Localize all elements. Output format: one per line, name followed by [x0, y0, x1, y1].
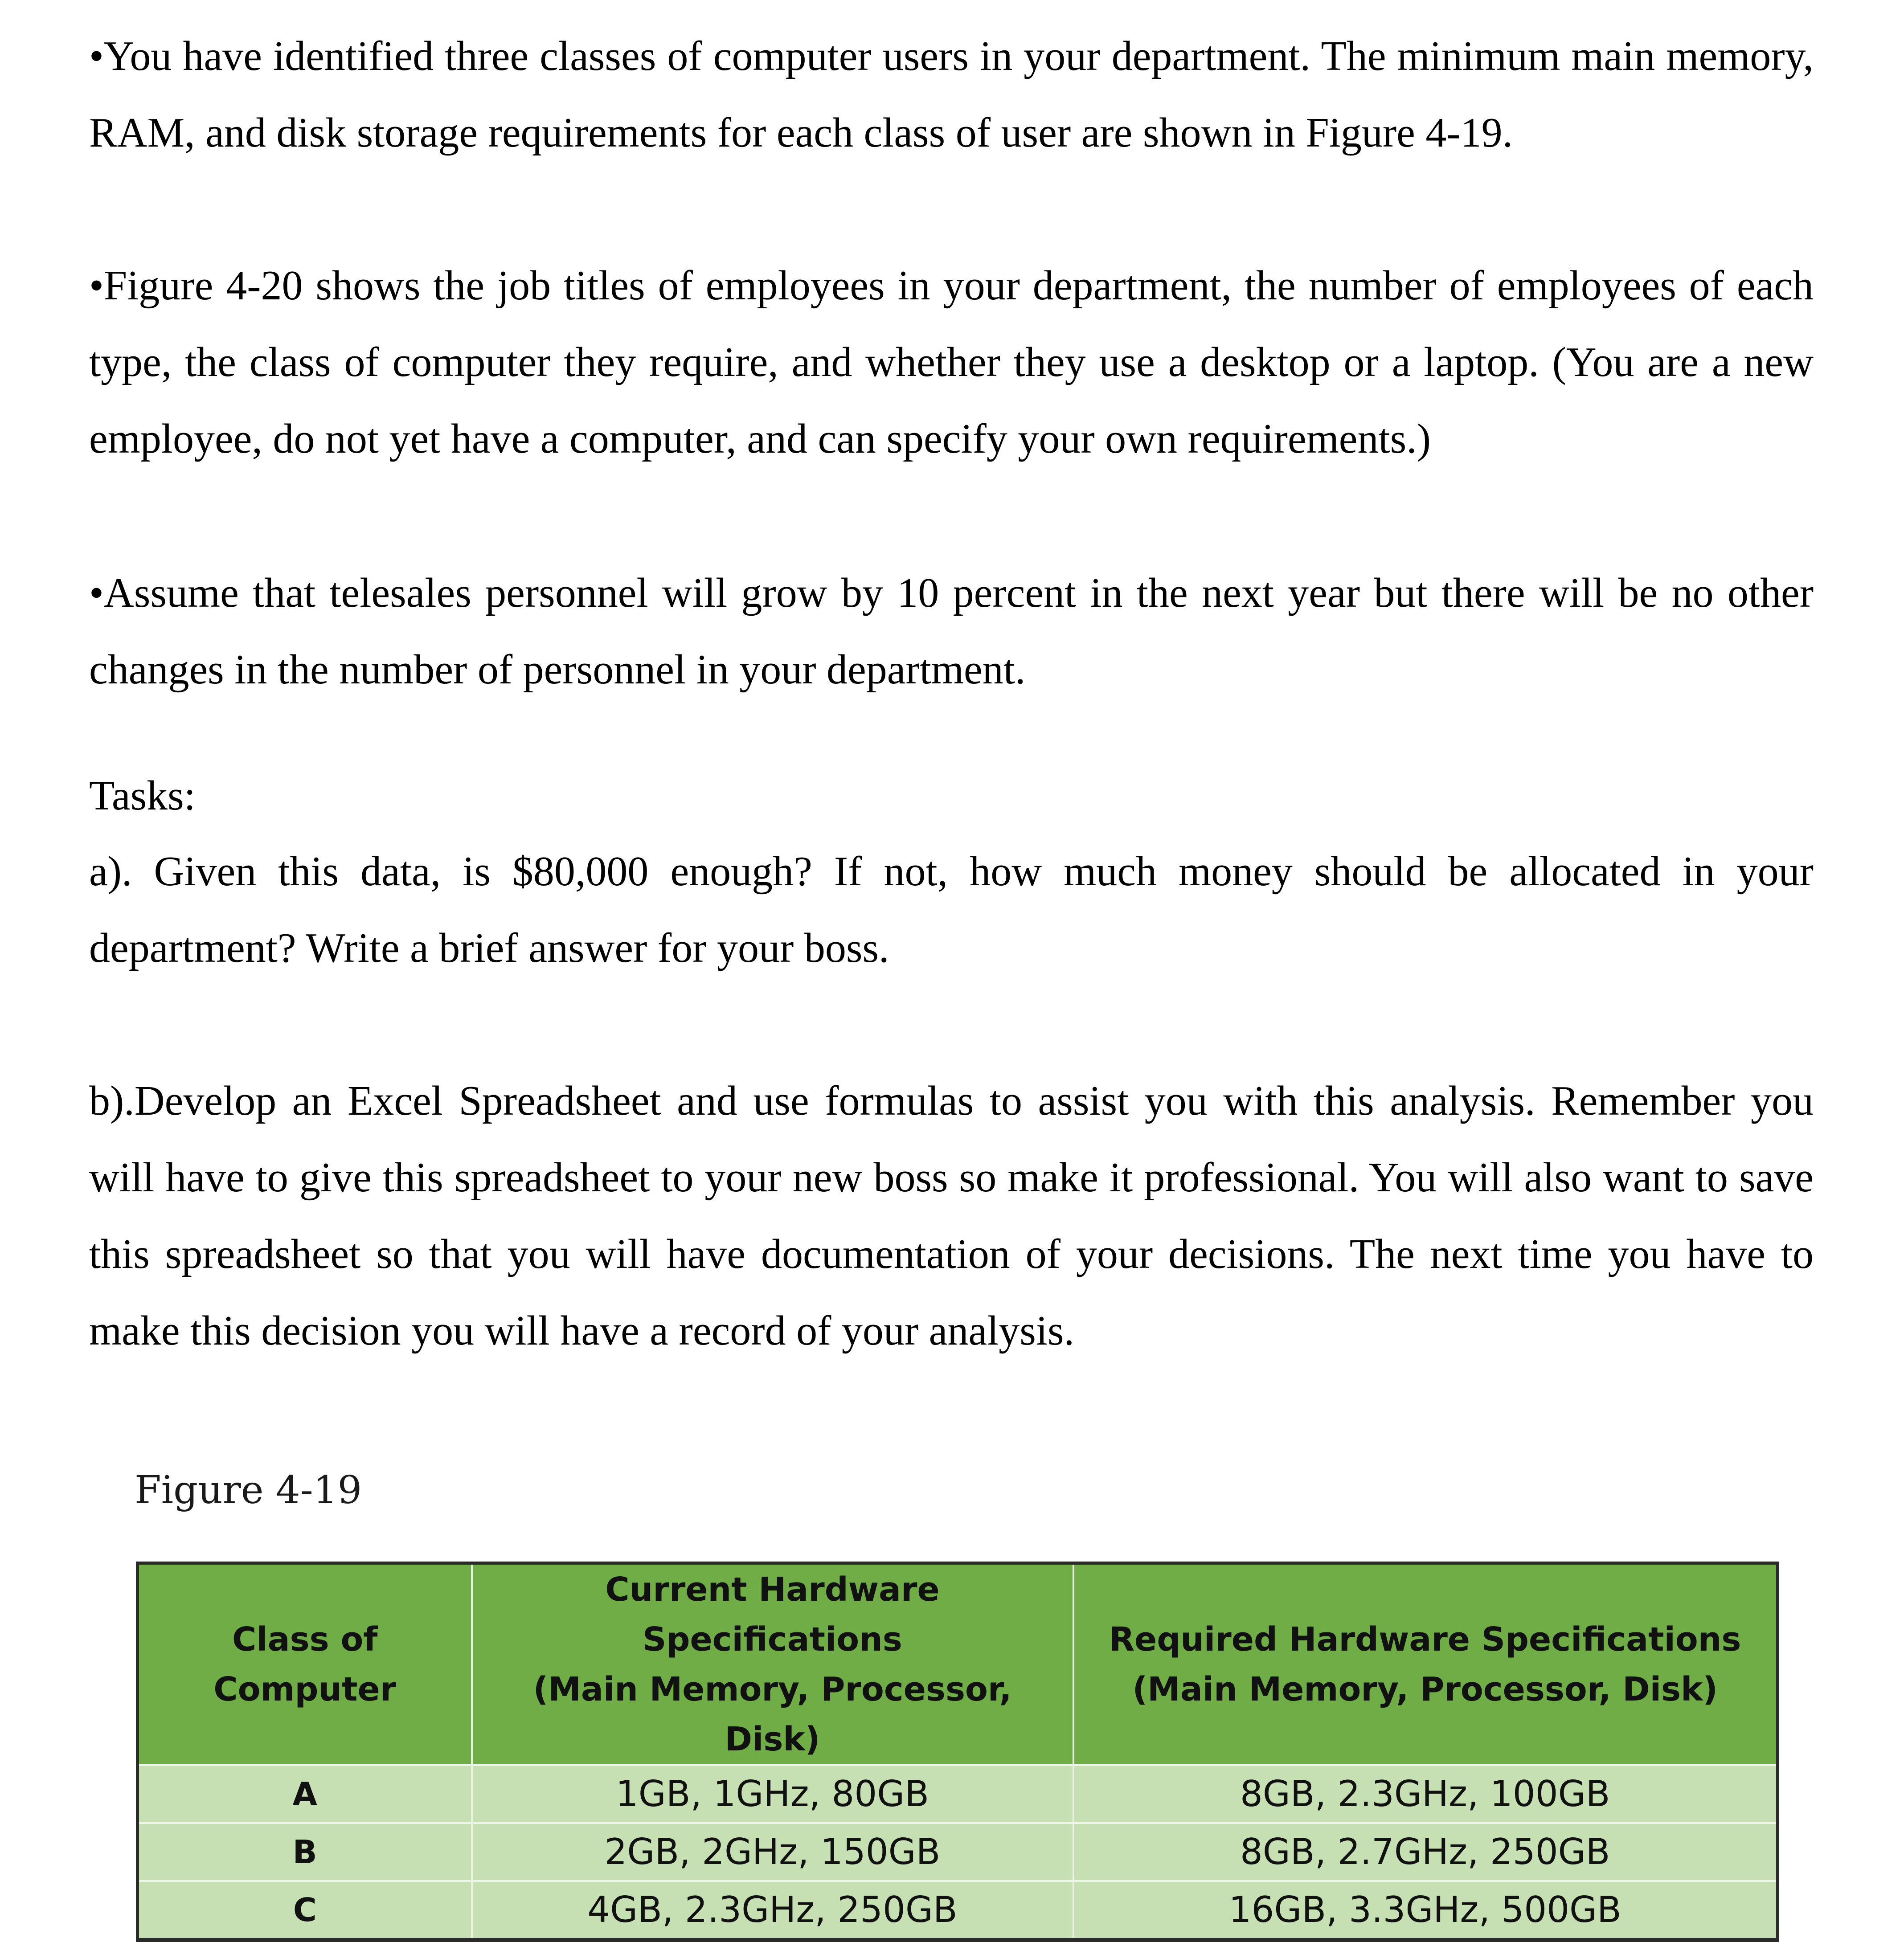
paragraph-user-classes: •You have identified three classes of computer users in your department. The minimum main memory, RAM, and disk storage requirements for each class of user are shown in Figure 4-19. — [89, 33, 1814, 156]
tasks-heading: Tasks: — [89, 773, 196, 819]
cell-class: B — [138, 1823, 472, 1881]
cell-class: C — [138, 1881, 472, 1940]
table-row — [138, 1765, 1778, 1823]
table-header-row — [138, 1563, 1778, 1766]
hardware-spec-table — [136, 1562, 1779, 1942]
header-required-specs — [1073, 1563, 1778, 1766]
cell-current: 4GB, 2.3GHz, 250GB — [472, 1881, 1073, 1940]
paragraph-job-titles: •Figure 4-20 shows the job titles of employees in your department, the number of employees of each type, the class of computer they require, and whether they use a desktop or a laptop. (You are a new employee, do not yet have a computer, and can specify your own requirements.) — [89, 262, 1814, 462]
task-a: a). Given this data, is $80,000 enough? If not, how much money should be allocated in your department? Write a brief answer for your boss. — [89, 848, 1814, 971]
header-required-line2: (Main Memory, Processor, Disk) — [1132, 1670, 1718, 1709]
cell-required: 8GB, 2.7GHz, 250GB — [1073, 1823, 1778, 1881]
header-class-line1: Class of — [232, 1620, 378, 1659]
header-current-specs — [472, 1563, 1073, 1766]
header-required-line1: Required Hardware Specifications — [1109, 1620, 1741, 1659]
cell-current: 2GB, 2GHz, 150GB — [472, 1823, 1073, 1881]
header-class-line2: Computer — [213, 1670, 397, 1709]
cell-class: A — [138, 1765, 472, 1823]
header-current-line1: Current Hardware Specifications — [605, 1570, 940, 1659]
table-row — [138, 1823, 1778, 1881]
figure-title: Figure 4-19 — [135, 1468, 362, 1513]
cell-current: 1GB, 1GHz, 80GB — [472, 1765, 1073, 1823]
paragraph-telesales-growth: •Assume that telesales personnel will grow by 10 percent in the next year but there will be no other changes in the number of personnel in your department. — [89, 570, 1814, 693]
header-current-line2: (Main Memory, Processor, Disk) — [533, 1670, 1012, 1758]
task-b: b).Develop an Excel Spreadsheet and use formulas to assist you with this analysis. Remember you will have to give this spreadsheet to your new boss so make it professional. You will also want to save this spreadsheet so that you will have documentation of your decisions. The next time you have to make this decision you will have a record of your analysis. — [89, 1078, 1814, 1354]
header-class-of-computer — [138, 1563, 472, 1766]
table-row — [138, 1881, 1778, 1940]
cell-required: 16GB, 3.3GHz, 500GB — [1073, 1881, 1778, 1940]
cell-required: 8GB, 2.3GHz, 100GB — [1073, 1765, 1778, 1823]
hardware-spec-table-container — [136, 1562, 1779, 1930]
